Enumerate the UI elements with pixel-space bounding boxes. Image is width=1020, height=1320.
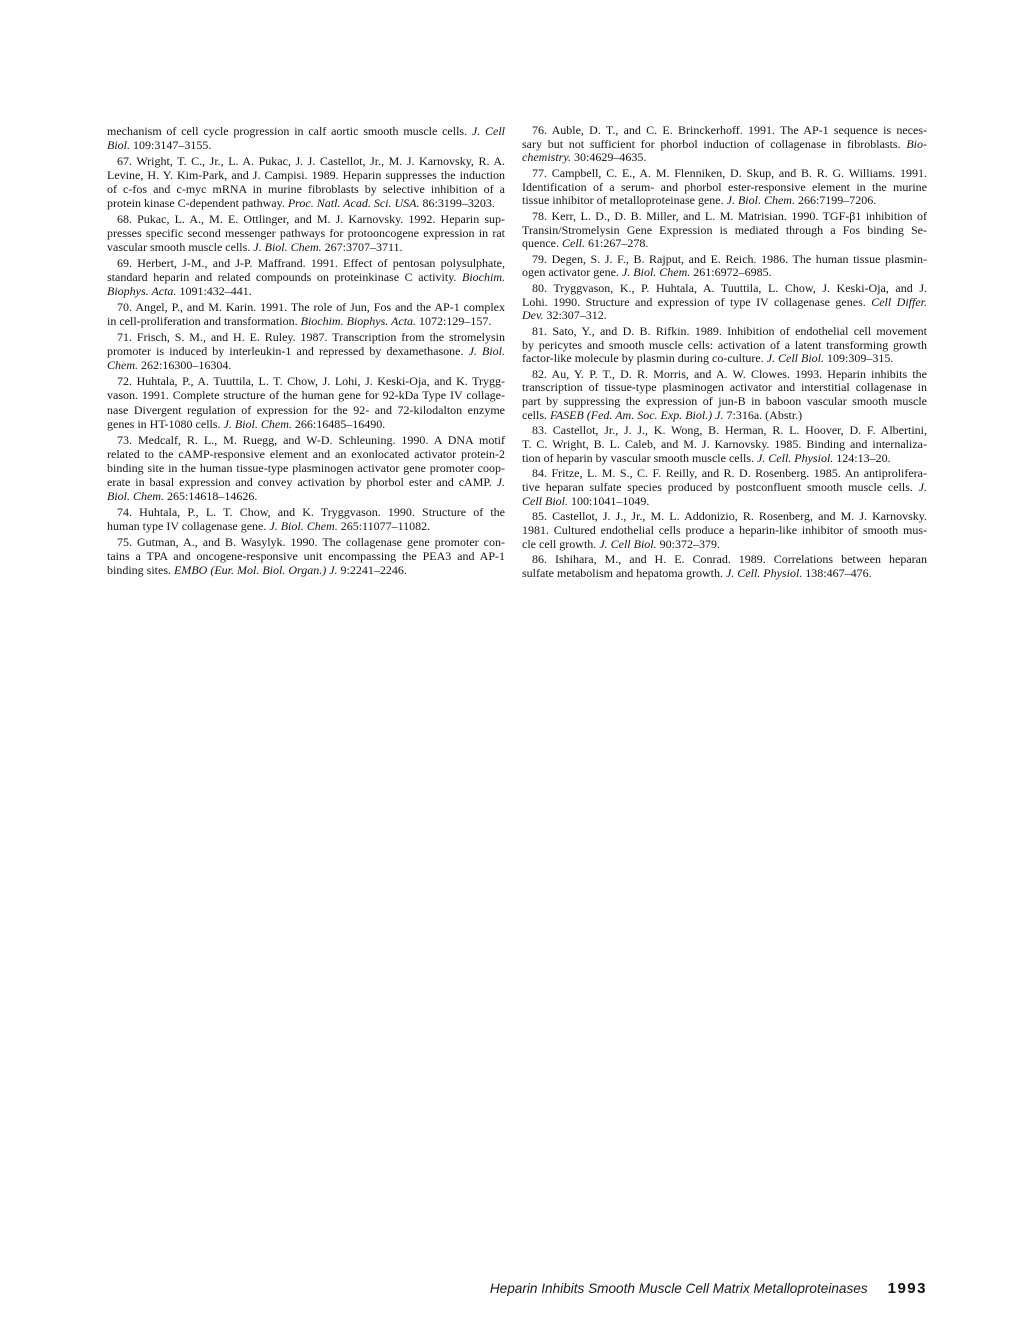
reference-entry [107,505,505,533]
reference-number: 67. [117,153,132,168]
reference-text: sulfate metabolism and hepatoma growth. [522,565,726,580]
reference-text: Ishihara, M., and H. E. Conrad. 1989. Correlations between heparan [554,552,927,567]
reference-line [107,563,505,577]
reference-text: 100:1041–1049. [568,493,650,508]
reference-number: 86. [532,552,547,567]
reference-text: Gutman, A., and B. Wasylyk. 1990. The collagenase gene promoter con- [137,534,505,549]
reference-text: Campbell, C. E., A. M. Flenniken, D. Skup, and B. R. G. Williams. 1991. [551,165,927,180]
reference-line [522,352,927,366]
reference-text: Huhtala, P., A. Tuuttila, L. T. Chow, J. Lohi, J. Keski-Oja, and K. Trygg- [136,374,505,389]
reference-text: nase Divergent regulation of expression for the 92- and 72-kilodalton enzyme [107,402,505,417]
reference-text: 61:267–278. [584,236,649,251]
reference-line [107,417,505,431]
journal-name: Bio- [906,136,927,151]
reference-continuation [107,124,505,152]
reference-text: tains a TPA and oncogene-responsive unit encompassing the PEA3 and AP-1 [107,548,505,563]
reference-text: Herbert, J-M., and J-P. Maffrand. 1991. Effect of pentosan polysulphate, [137,256,506,271]
reference-number: 75. [117,534,132,549]
reference-text: 7:316a. (Abstr.) [723,407,803,422]
journal-name: J. Biol. Chem. [621,265,691,280]
page-footer [490,1280,927,1298]
journal-name: EMBO (Eur. Mol. Biol. Organ.) J. [174,562,338,577]
reference-text: tissue inhibitor of metalloproteinase gene. [522,193,727,208]
reference-text: quence. [522,236,562,251]
reference-line [522,381,927,395]
reference-text: 109:3147–3155. [130,138,212,153]
reference-text: Wright, T. C., Jr., L. A. Pukac, J. J. Castellot, Jr., M. J. Karnovsky, R. A. [136,153,505,168]
reference-number: 72. [117,374,132,389]
journal-name: Cell Biol. [522,493,568,508]
reference-line [107,182,505,196]
reference-text: erate in basal expression and convey activation by phorbol ester and cAMP. [107,474,497,489]
reference-text: Au, Y. P. T., D. R. Morris, and A. W. Clowes. 1993. Heparin inhibits the [551,366,927,381]
reference-entry [522,553,927,580]
reference-text: Sato, Y., and D. B. Rifkin. 1989. Inhibition of endothelial cell movement [552,323,927,338]
reference-text: related to the cAMP-responsive element and an exonlocated activator protein-2 [107,446,505,461]
reference-line [522,438,927,452]
reference-line [522,452,927,466]
reference-text: Fritze, L. M. S., C. F. Reilly, and R. D. Rosenberg. 1985. An antiprolifera- [551,466,928,481]
reference-entry [522,282,927,323]
reference-line [522,395,927,409]
reference-text: 32:307–312. [543,308,607,323]
reference-number: 79. [532,251,547,266]
reference-line [522,309,927,323]
reference-text: 1091:432–441. [176,284,252,299]
reference-line [522,237,927,251]
reference-line [107,358,505,372]
reference-text: transcription of tissue-type plasminogen activator and interstitial collagenase in [522,380,927,395]
reference-line [107,388,505,402]
reference-entry [107,535,505,577]
journal-name: Biochim. [462,270,505,285]
reference-line [522,325,927,339]
reference-entry [107,433,505,503]
reference-text: vascular smooth muscle cells. [107,240,254,255]
reference-text: cells. [522,407,550,422]
reference-line [107,154,505,168]
reference-text: Degen, S. J. F., B. Rajput, and E. Reich. 1986. The human tissue plasmin- [551,251,928,266]
reference-text: T. C. Wright, B. L. Caleb, and M. J. Karnovsky. 1985. Binding and internaliza- [522,437,927,452]
reference-text: Angel, P., and M. Karin. 1991. The role of Jun, Fos and the AP-1 complex [135,300,505,315]
reference-line [522,194,927,208]
reference-number: 76. [532,123,547,137]
journal-name: Biol. Chem. [107,488,164,503]
reference-text: Castellot, Jr., J. J., K. Wong, B. Herman, R. L. Hoover, D. F. Albertini, [552,423,928,438]
reference-line [522,424,927,438]
journal-name: J. Biol. Chem. [253,240,322,255]
reference-line [107,138,505,152]
journal-name: J. Biol. Chem. [726,193,795,208]
reference-line [107,226,505,240]
reference-line [522,339,927,353]
reference-text: binding sites. [107,562,175,577]
running-title: Heparin Inhibits Smooth Muscle Cell Matrix Metalloproteinases [489,1281,868,1296]
reference-text: Kerr, L. D., D. B. Miller, and L. M. Matrisian. 1990. TGF-β1 inhibition of [551,208,927,223]
reference-number: 74. [117,504,132,519]
reference-number: 83. [532,423,547,438]
reference-number: 73. [117,432,132,447]
reference-line [522,253,927,267]
right-column [522,124,927,582]
reference-text: 90:372–379. [656,536,720,551]
journal-name: Dev. [522,308,544,323]
reference-text: promoter is induced by interleukin-1 and repressed by dexamethasone. [107,344,469,359]
reference-text: 265:14618–14626. [164,488,258,503]
reference-text: standard heparin and related compounds on proteinkinase C activity. [107,270,462,285]
reference-line [107,196,505,210]
journal-name: J. [496,474,505,489]
reference-line [107,330,505,344]
left-column [107,124,505,579]
reference-text: Castellot, J. J., Jr., M. L. Addonizio, R. Rosenberg, and M. J. Karnovsky. [552,509,927,524]
reference-text: sary but not sufficient for phorbol induction of collagenase in fibroblasts. [522,136,907,151]
reference-text: 1072:129–157. [416,314,492,329]
reference-line [107,212,505,226]
reference-text: protein kinase C-dependent pathway. [107,196,288,211]
reference-text: 266:7199–7206. [794,193,877,208]
reference-text: in cell-proliferation and transformation. [107,314,301,329]
reference-text: 267:3707–3711. [321,240,403,255]
reference-text: 1981. Cultured endothelial cells produce a heparin-like inhibitor of smooth mus- [522,522,927,537]
reference-line [522,138,927,152]
reference-text: Identification of a serum- and phorbol ester-responsive element in the murine [522,179,927,194]
reference-line [107,519,505,533]
reference-line [522,224,927,238]
reference-line [107,314,505,328]
reference-text: Lohi. 1990. Structure and expression of type IV collagenase genes. [522,294,872,309]
reference-text: 265:11077–11082. [337,518,431,533]
reference-text: Tryggvason, K., P. Huhtala, A. Tuuttila, L. Chow, J. Keski-Oja, and J. [553,280,927,295]
reference-line [107,535,505,549]
reference-line [107,168,505,182]
reference-line [107,270,505,284]
reference-line [522,124,927,138]
reference-line [522,567,927,581]
reference-line [522,266,927,280]
reference-line [522,210,927,224]
journal-name: J. Biol. Chem. [223,416,292,431]
reference-entry [522,253,927,280]
journal-name: J. Cell [471,124,505,138]
reference-line [107,284,505,298]
reference-line [522,510,927,524]
reference-text: Medcalf, R. L., M. Ruegg, and W-D. Schleuning. 1990. A DNA motif [137,432,505,447]
journal-name: Biophys. Acta. [107,284,177,299]
page-number: 1993 [887,1280,927,1297]
reference-text: 266:16485–16490. [291,416,386,431]
reference-text: 138:467–476. [802,565,872,580]
reference-number: 81. [532,323,547,338]
journal-name: Proc. Natl. Acad. Sci. USA. [287,196,420,211]
journal-name: FASEB (Fed. Am. Soc. Exp. Biol.) J. [550,407,724,422]
reference-text: mechanism of cell cycle progression in calf aortic smooth muscle cells. [107,124,472,138]
journal-name: Biochim. Biophys. Acta. [300,314,417,329]
reference-number: 69. [117,256,132,271]
reference-entry [107,212,505,254]
reference-text: 9:2241–2246. [337,562,407,577]
reference-text: Pukac, L. A., M. E. Ottlinger, and M. J. Karnovsky. 1992. Heparin sup- [137,212,505,227]
journal-name: Cell. [561,236,585,251]
reference-text: cle cell growth. [522,536,600,551]
journal-name: J. Cell. Physiol. [756,450,834,465]
reference-text: 86:3199–3203. [419,196,495,211]
reference-line [522,167,927,181]
reference-text: Auble, D. T., and C. E. Brinckerhoff. 1991. The AP-1 sequence is neces- [551,123,927,137]
reference-entry [107,374,505,430]
reference-entry [522,210,927,251]
reference-entry [107,330,505,372]
reference-line [107,300,505,314]
reference-line [107,489,505,503]
reference-line [522,495,927,509]
reference-text: presses specific second messenger pathways for protooncogene expression in rat [107,226,505,241]
reference-number: 77. [532,165,547,180]
reference-text: genes in HT-1080 cells. [107,416,224,431]
reference-text: Frisch, S. M., and H. E. Ruley. 1987. Transcription from the stromelysin [136,330,505,345]
reference-line [107,240,505,254]
reference-text: by pericytes and smooth muscle cells: activation of a latent transforming growth [522,337,927,352]
journal-name: J. Biol. [468,344,505,359]
reference-number: 70. [117,300,132,315]
journal-name: Chem. [107,358,138,373]
reference-text: 261:6972–6985. [690,265,772,280]
reference-line [107,433,505,447]
journal-name: J. Cell Biol. [766,351,825,366]
reference-line [107,256,505,270]
reference-entry [522,424,927,465]
reference-entry [107,154,505,210]
reference-line [107,475,505,489]
reference-text: 30:4629–4635. [571,150,647,165]
reference-line [522,151,927,165]
reference-entry [522,167,927,208]
reference-line [107,549,505,563]
reference-entry [522,368,927,423]
reference-number: 84. [532,466,547,481]
reference-text: Transin/Stromelysin Gene Expression is mediated through a Fos binding Se- [522,222,927,237]
reference-line [522,553,927,567]
reference-text: Levine, H. Y. Kim-Park, and J. Campisi. 1989. Heparin suppresses the induction [107,168,505,183]
reference-text: factor-like molecule by plasmin during co-culture. [522,351,767,366]
reference-line [522,282,927,296]
journal-name: Cell Differ. [871,294,927,309]
reference-entry [107,256,505,298]
reference-number: 68. [117,212,132,227]
journal-name: J. Biol. Chem. [269,518,338,533]
journal-name: J. Cell. Physiol. [725,565,803,580]
reference-text: ogen activator gene. [522,265,622,280]
reference-line [522,481,927,495]
reference-text: 124:13–20. [833,450,891,465]
reference-line [522,467,927,481]
reference-line [107,505,505,519]
reference-text: tive heparan sulfate species produced by postconfluent smooth muscle cells. [522,479,919,494]
reference-entry [522,467,927,508]
reference-text: vason. 1991. Complete structure of the human gene for 92-kDa Type IV collage- [107,388,505,403]
reference-line [107,344,505,358]
reference-line [107,124,505,138]
reference-line [522,538,927,552]
journal-name: J. [918,479,927,494]
reference-entry [107,300,505,328]
reference-line [522,409,927,423]
reference-line [522,296,927,310]
reference-text: of c-fos and c-myc mRNA in murine fibroblasts by selective inhibition of a [107,182,505,197]
reference-entry [522,325,927,366]
reference-line [107,403,505,417]
journal-name: Biol. [107,138,130,153]
reference-text: binding site in the human tissue-type plasminogen activator gene promoter coop- [107,460,505,475]
reference-text: human type IV collagenase gene. [107,518,270,533]
reference-text: 109:309–315. [824,351,894,366]
reference-line [522,368,927,382]
reference-text: part by suppressing the expression of jun-B in baboon vascular smooth muscle [522,394,927,409]
reference-number: 78. [532,208,547,223]
reference-line [107,447,505,461]
reference-number: 82. [532,366,547,381]
reference-number: 80. [532,280,547,295]
reference-number: 85. [532,509,547,524]
reference-text: 262:16300–16304. [138,358,232,373]
journal-name: J. Cell Biol. [599,536,657,551]
reference-line [522,181,927,195]
reference-number: 71. [117,330,132,345]
reference-entry [522,124,927,165]
reference-text: Huhtala, P., L. T. Chow, and K. Tryggvason. 1990. Structure of the [139,504,506,519]
journal-name: chemistry. [522,150,571,165]
reference-text: tion of heparin by vascular smooth muscle cells. [522,450,757,465]
reference-line [107,374,505,388]
reference-line [107,461,505,475]
reference-entry [522,510,927,551]
reference-line [522,524,927,538]
